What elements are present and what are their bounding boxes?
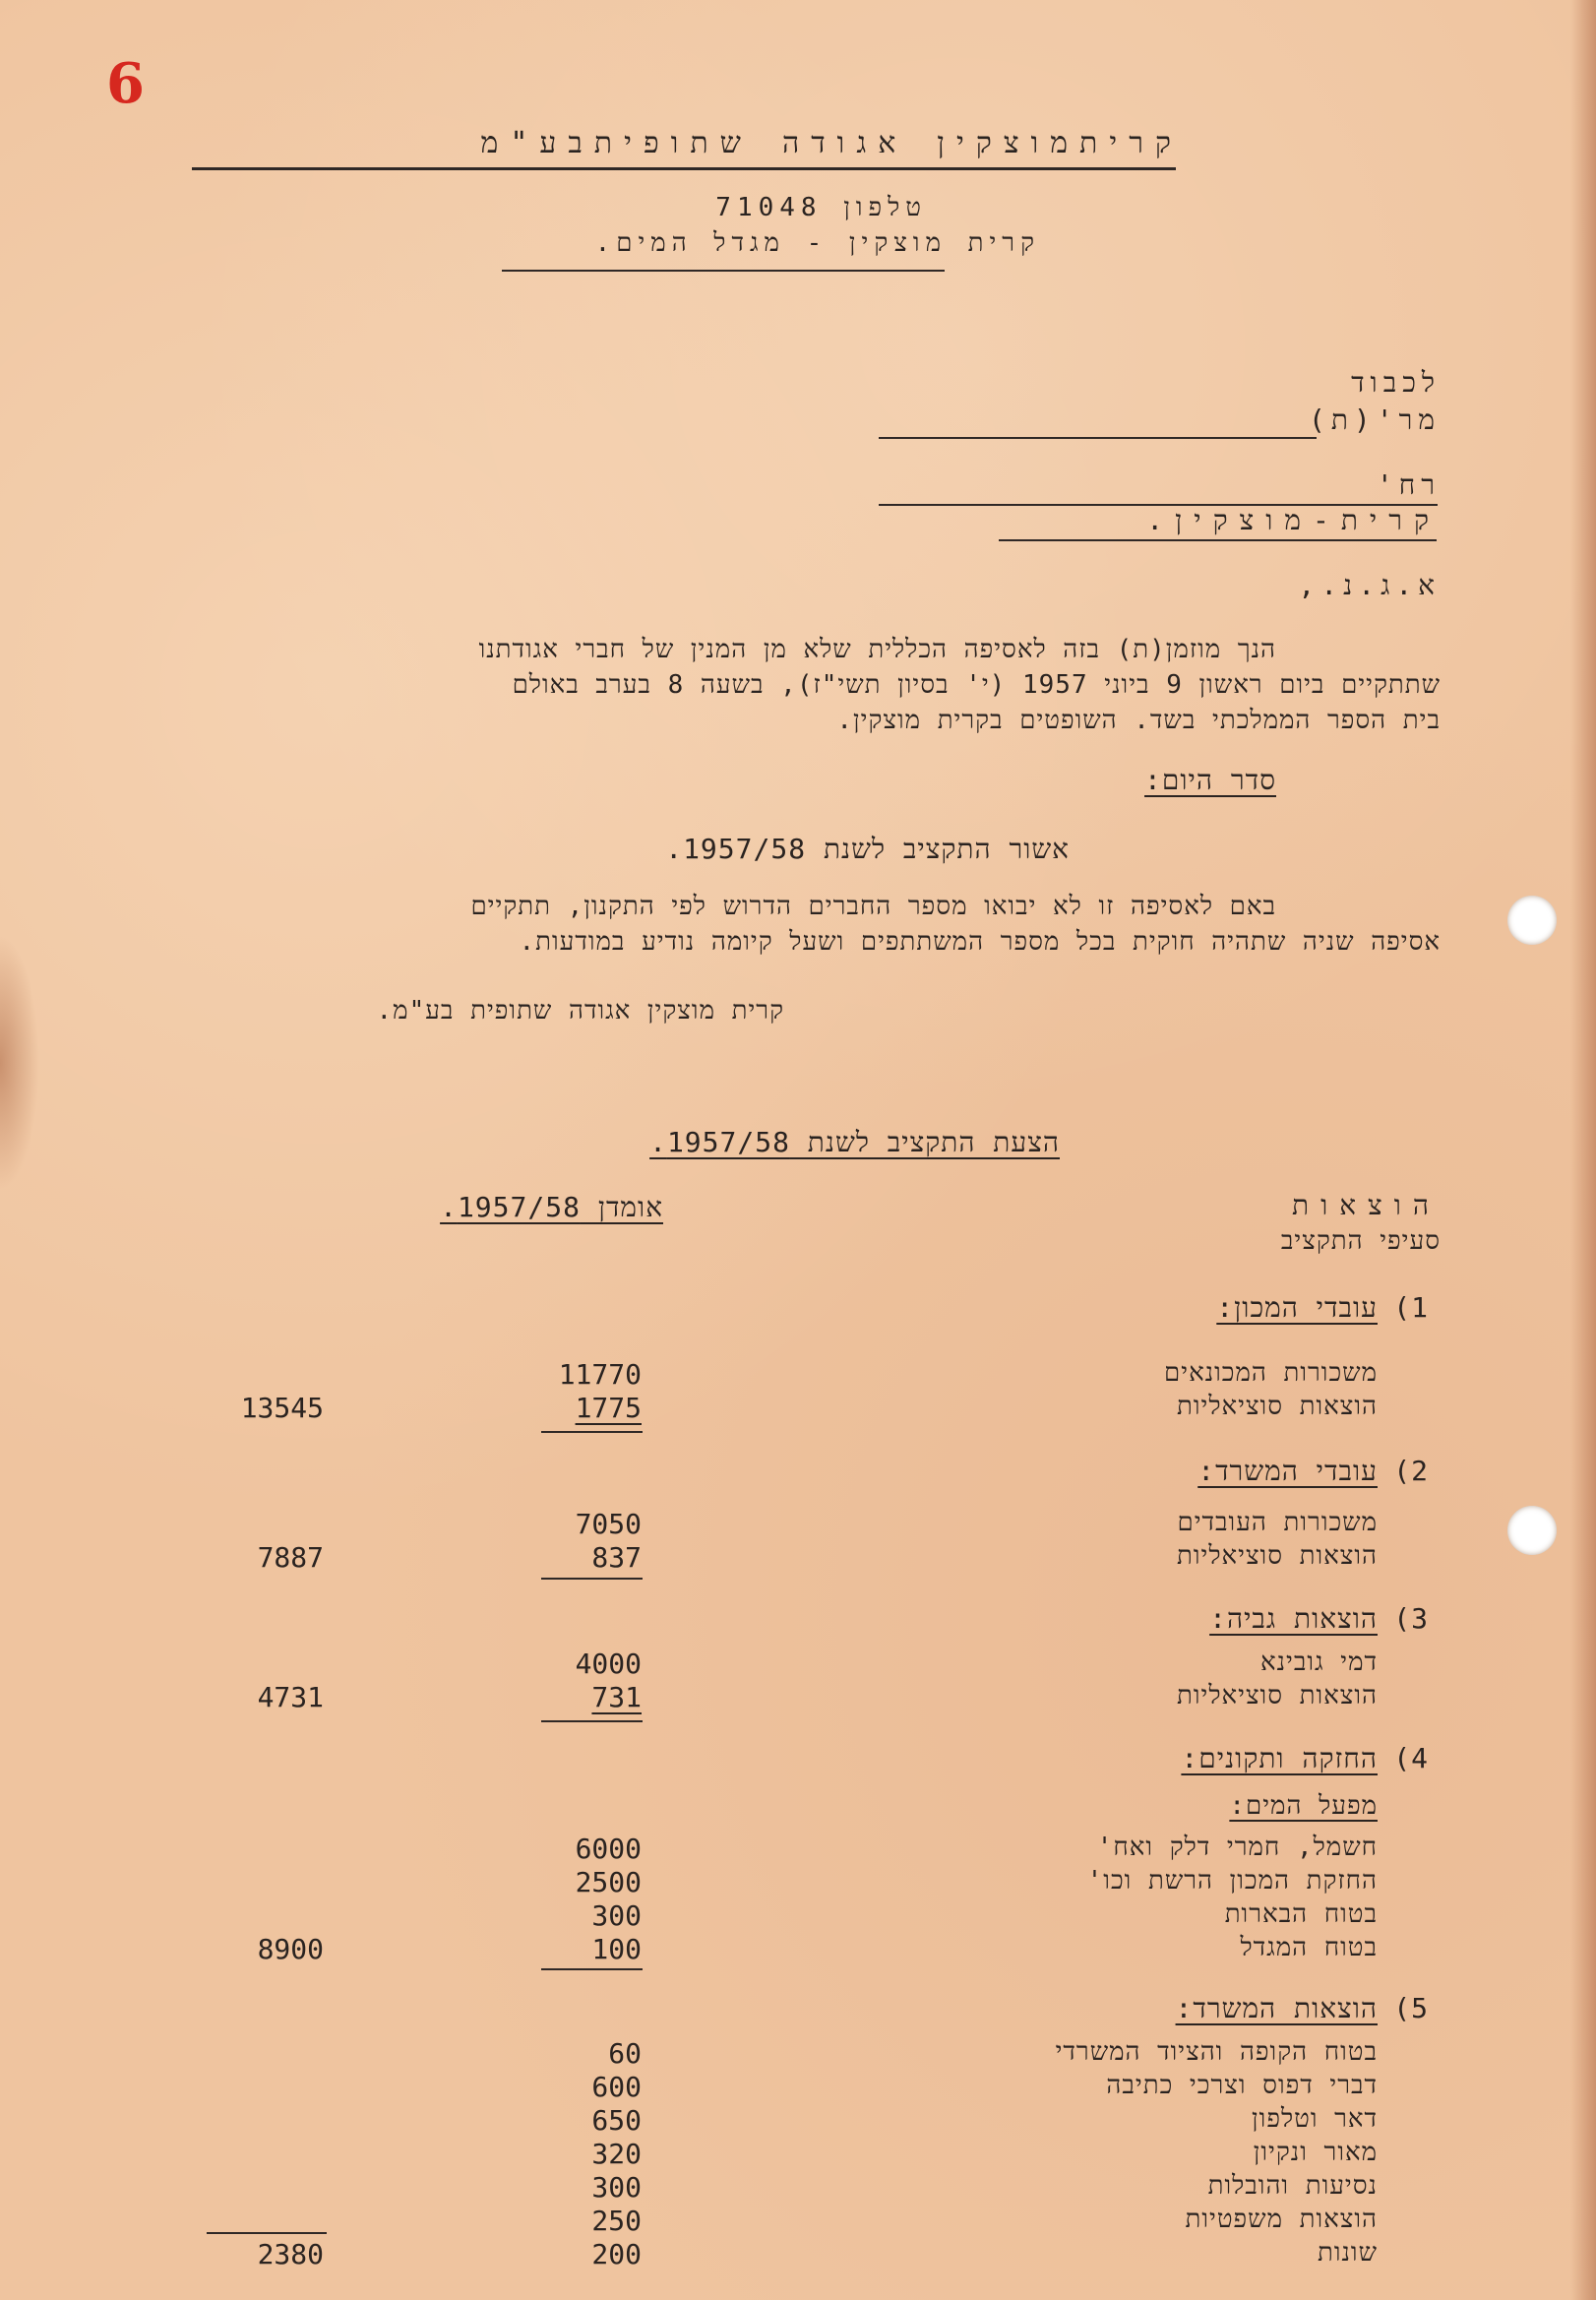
section-4-item-4-label: בטוח המגדל	[1240, 1933, 1378, 1962]
paper-edge-shadow	[1570, 0, 1596, 2300]
section-5-item-5-amount: 300	[591, 2171, 642, 2204]
section-5-title: הוצאות המשרד:	[1175, 1992, 1378, 2024]
section-1-sum-rule	[541, 1431, 643, 1433]
section-5-item-7-label: שונות	[1317, 2238, 1378, 2268]
section-5-item-3-amount: 650	[591, 2104, 642, 2137]
punch-hole-lower	[1507, 1506, 1557, 1555]
section-4-item-1-label: חשמל, חמרי דלק ואח'	[1096, 1833, 1378, 1862]
section-1-item-2-amount: 1775	[575, 1392, 642, 1424]
section-4-item-3-label: בטוח הבארות	[1224, 1899, 1378, 1929]
section-5-item-6-label: הוצאות משפטיות	[1185, 2205, 1378, 2234]
name-blank-line	[879, 437, 1317, 439]
section-2-item-2-amount: 837	[591, 1541, 642, 1574]
city-underline	[999, 539, 1437, 541]
section-4-number: 4)	[1393, 1742, 1429, 1774]
section-3-title: הוצאות גביה:	[1209, 1602, 1378, 1635]
section-3-item-1-amount: 4000	[575, 1647, 642, 1680]
section-5-item-7-amount: 200	[591, 2238, 642, 2270]
section-5-item-5-label: נסיעות והובלות	[1207, 2171, 1378, 2201]
address-underline	[502, 270, 945, 272]
page-number: 6	[106, 51, 145, 116]
section-5-item-4-amount: 320	[591, 2138, 642, 2170]
section-4-item-2-amount: 2500	[575, 1866, 642, 1898]
addressee-city: קרית-מוצקין.	[1146, 504, 1441, 536]
section-3-item-2-amount: 731	[591, 1681, 642, 1713]
section-2-item-1-label: משכורות העובדים	[1177, 1508, 1378, 1537]
section-5-total: 2380	[257, 2238, 324, 2270]
org-name-heading: קריתמוצקין אגודה שתופיתבע"מ	[480, 126, 1183, 160]
addressee-title: מר'(ת)	[1309, 404, 1441, 436]
section-5-item-1-label: בטוח הקופה והציוד המשרדי	[1055, 2037, 1378, 2067]
section-1-item-1-amount: 11770	[558, 1358, 642, 1391]
section-2-item-1-amount: 7050	[575, 1508, 642, 1540]
section-4-title: החזקה ותקונים:	[1181, 1742, 1378, 1774]
column-estimate-header: אומדן 1957/58.	[440, 1191, 663, 1223]
column-sections-header: סעיפי התקציב	[1280, 1226, 1441, 1256]
signature: קרית מוצקין אגודה שתופית בע"מ.	[376, 996, 784, 1026]
section-2-sum-rule	[541, 1578, 643, 1580]
section-5-number: 5)	[1393, 1992, 1429, 2024]
phone-line: טלפון 71048	[715, 193, 927, 222]
section-2-number: 2)	[1393, 1455, 1429, 1487]
section-4-subtitle: מפעל המים:	[1229, 1791, 1378, 1821]
notice-line-1: באם לאסיפה זו לא יבואו מספר החברים הדרוש לפי התקנון, תתקיים	[470, 892, 1276, 921]
section-5-item-4-label: מאור ונקיון	[1253, 2138, 1378, 2167]
section-2-total: 7887	[257, 1541, 324, 1574]
section-1-number: 1)	[1393, 1291, 1429, 1324]
budget-title: הצעת התקציב לשנת 1957/58.	[649, 1126, 1060, 1158]
section-5-item-3-label: דאר וטלפון	[1252, 2104, 1378, 2134]
section-2-title: עובדי המשרד:	[1197, 1455, 1378, 1487]
notice-line-2: אסיפה שניה שתהיה חוקית בכל מספר המשתתפים ושעל קיומה נודיע במודעות.	[519, 927, 1441, 957]
section-3-item-2-label: הוצאות סוציאליות	[1177, 1681, 1378, 1710]
address-line: קרית מוצקין - מגדל המים.	[594, 228, 1040, 258]
invitation-line-1: הנך מוזמן(ת) בזה לאסיפה הכללית שלא מן המנין של חברי אגודתנו	[478, 635, 1276, 664]
section-3-total: 4731	[257, 1681, 324, 1713]
addressee-street: רח'	[1376, 468, 1441, 501]
section-4-item-1-amount: 6000	[575, 1833, 642, 1865]
agenda-heading: סדר היום:	[1144, 764, 1276, 796]
section-3-number: 3)	[1393, 1602, 1429, 1635]
heading-underline	[192, 167, 1176, 170]
column-expenses-header: הוצאות	[1292, 1189, 1441, 1221]
section-1-title: עובדי המכון:	[1216, 1291, 1378, 1324]
addressee-honor: לכבוד	[1351, 366, 1441, 399]
section-5-item-1-amount: 60	[608, 2037, 642, 2070]
section-4-sum-rule	[541, 1968, 643, 1970]
invitation-line-3: בית הספר הממלכתי בשד. השופטים בקרית מוצקין.	[836, 706, 1441, 735]
agenda-item: אשור התקציב לשנת 1957/58.	[665, 833, 1070, 865]
section-3-sum-rule	[541, 1720, 643, 1722]
punch-hole-upper	[1507, 896, 1557, 945]
section-4-item-2-label: החזקת המכון הרשת וכו'	[1086, 1866, 1378, 1896]
section-4-item-3-amount: 300	[591, 1899, 642, 1932]
section-4-total: 8900	[257, 1933, 324, 1965]
section-5-item-2-label: דברי דפוס וצרכי כתיבה	[1106, 2071, 1378, 2100]
section-1-total: 13545	[240, 1392, 324, 1424]
section-1-item-1-label: משכורות המכונאים	[1164, 1358, 1378, 1388]
section-3-item-1-label: דמי גובינא	[1259, 1647, 1378, 1677]
paper-stain	[0, 935, 39, 1191]
section-2-item-2-label: הוצאות סוציאליות	[1177, 1541, 1378, 1571]
greeting: א.ג.נ.,	[1298, 569, 1441, 601]
section-4-item-4-amount: 100	[591, 1933, 642, 1965]
section-1-item-2-label: הוצאות סוציאליות	[1177, 1392, 1378, 1421]
section-5-item-6-amount: 250	[591, 2205, 642, 2237]
section-5-total-rule	[207, 2232, 327, 2234]
invitation-line-2: שתתקיים ביום ראשון 9 ביוני 1957 (י' בסיון תשי"ז), בשעה 8 בערב באולם	[512, 670, 1441, 700]
section-5-item-2-amount: 600	[591, 2071, 642, 2103]
